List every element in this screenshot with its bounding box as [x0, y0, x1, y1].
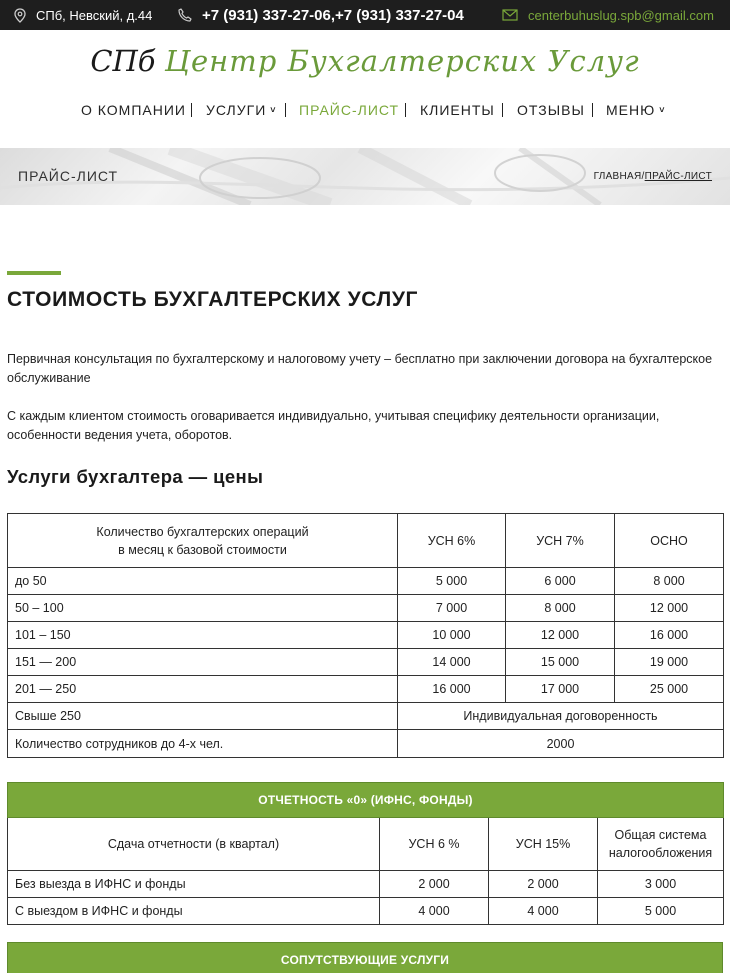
nav-label: ОТЗЫВЫ — [517, 102, 585, 118]
email-link[interactable]: centerbuhuslug.spb@gmail.com — [528, 7, 714, 23]
table-cell: 16 000 — [398, 676, 506, 703]
breadcrumb-home[interactable]: ГЛАВНАЯ — [593, 171, 642, 182]
table-row — [8, 568, 724, 595]
table-row — [8, 898, 724, 925]
table-row — [8, 649, 724, 676]
zero-reporting-table — [7, 782, 724, 925]
table-cell: 16 000 — [615, 622, 724, 649]
main-nav — [0, 100, 730, 120]
nav-item-about[interactable] — [81, 100, 186, 120]
page-title: ПРАЙС-ЛИСТ — [18, 168, 119, 184]
table-cell: 15 000 — [506, 649, 615, 676]
table-cell: до 50 — [8, 568, 398, 595]
table-header-cell: УСН 6% — [398, 514, 506, 568]
top-bar — [0, 0, 730, 30]
breadcrumb — [594, 171, 712, 182]
nav-label: МЕНЮ — [606, 102, 656, 118]
table-cell: 50 – 100 — [8, 595, 398, 622]
table-cell: 4 000 — [380, 898, 489, 925]
table-header-cell: ОСНО — [615, 514, 724, 568]
table-header-row — [8, 818, 724, 871]
nav-item-price-list[interactable] — [299, 100, 399, 120]
table-cell: 12 000 — [506, 622, 615, 649]
table-header-cell — [598, 818, 724, 871]
header-line: налогообложения — [608, 846, 713, 860]
table-cell: 14 000 — [398, 649, 506, 676]
table-row — [8, 676, 724, 703]
table-row — [8, 595, 724, 622]
table-cell: С выездом в ИФНС и фонды — [8, 898, 380, 925]
table-cell: Индивидуальная договоренность — [398, 703, 724, 730]
related-services-table-title: СОПУТСТВУЮЩИЕ УСЛУГИ — [7, 942, 723, 973]
nav-item-services[interactable] — [206, 100, 277, 120]
nav-separator — [191, 103, 192, 117]
table-cell: 8 000 — [506, 595, 615, 622]
nav-separator — [502, 103, 503, 117]
section-heading: СТОИМОСТЬ БУХГАЛТЕРСКИХ УСЛУГ — [7, 288, 419, 311]
table-header-row — [8, 514, 724, 568]
table-header-cell: УСН 15% — [489, 818, 598, 871]
intro-paragraph-1: Первичная консультация по бухгалтерскому и налоговому учету – бесплатно при заключении договора на бухгалтерское обслуживание — [7, 352, 713, 385]
site-logo[interactable] — [0, 44, 730, 78]
header-line: в месяц к базовой стоимости — [118, 542, 287, 557]
table-cell: 5 000 — [398, 568, 506, 595]
nav-label: ПРАЙС-ЛИСТ — [299, 102, 400, 118]
table-cell: 101 – 150 — [8, 622, 398, 649]
subheading: Услуги бухгалтера — цены — [7, 466, 264, 487]
breadcrumb-current[interactable]: ПРАЙС-ЛИСТ — [644, 171, 712, 182]
nav-item-menu[interactable] — [606, 100, 666, 120]
table-cell: 17 000 — [506, 676, 615, 703]
prices-table — [7, 513, 724, 758]
logo-name: Центр Бухгалтерских Услуг — [164, 44, 640, 78]
table-cell: 4 000 — [489, 898, 598, 925]
table-cell: 151 — 200 — [8, 649, 398, 676]
table-row — [8, 871, 724, 898]
table-cell: 8 000 — [615, 568, 724, 595]
map-pin-icon — [14, 8, 26, 23]
logo-prefix: СПб — [90, 44, 156, 78]
nav-label: КЛИЕНТЫ — [420, 102, 495, 118]
table-cell: 5 000 — [598, 898, 724, 925]
nav-separator — [405, 103, 406, 117]
table-cell: 12 000 — [615, 595, 724, 622]
address-text: СПб, Невский, д.44 — [36, 7, 153, 23]
table-cell: 25 000 — [615, 676, 724, 703]
breadcrumb-separator: / — [641, 171, 645, 182]
table-cell: 2000 — [398, 730, 724, 758]
table-header-cell: УСН 6 % — [380, 818, 489, 871]
table-cell: 2 000 — [489, 871, 598, 898]
mail-icon — [502, 9, 518, 21]
nav-label: О КОМПАНИИ — [81, 102, 186, 118]
table-row — [8, 730, 724, 758]
header-line: Общая система — [614, 828, 707, 842]
nav-separator — [285, 103, 286, 117]
table-cell: 2 000 — [380, 871, 489, 898]
heading-accent-line — [7, 271, 61, 275]
table-cell: Без выезда в ИФНС и фонды — [8, 871, 380, 898]
nav-separator — [592, 103, 593, 117]
table-cell: 10 000 — [398, 622, 506, 649]
page-banner — [0, 148, 730, 205]
intro-paragraph-2: С каждым клиентом стоимость оговаривается индивидуально, учитывая специфику деятельности организации, особенности ведения учета, оборотов. — [7, 409, 660, 442]
table-header-cell: УСН 7% — [506, 514, 615, 568]
table-cell: Свыше 250 — [8, 703, 398, 730]
table-title: ОТЧЕТНОСТЬ «0» (ИФНС, ФОНДЫ) — [8, 783, 724, 818]
table-cell: 19 000 — [615, 649, 724, 676]
table-cell: 201 — 250 — [8, 676, 398, 703]
table-header-cell: Сдача отчетности (в квартал) — [8, 818, 380, 871]
table-cell: 7 000 — [398, 595, 506, 622]
header-line: Количество бухгалтерских операций — [96, 524, 309, 539]
phone-icon — [178, 8, 192, 22]
chevron-down-icon: ˅ — [270, 105, 277, 115]
nav-item-clients[interactable] — [420, 100, 495, 120]
table-header-cell — [8, 514, 398, 568]
table-row — [8, 622, 724, 649]
phone-numbers[interactable]: +7 (931) 337-27-06,+7 (931) 337-27-04 — [202, 6, 464, 24]
table-cell: Количество сотрудников до 4-х чел. — [8, 730, 398, 758]
chevron-down-icon: ˅ — [659, 105, 666, 115]
email[interactable] — [502, 0, 714, 30]
nav-label: УСЛУГИ — [206, 102, 267, 118]
address — [14, 0, 152, 30]
nav-item-reviews[interactable] — [517, 100, 585, 120]
table-title-row — [8, 783, 724, 818]
phone[interactable] — [178, 0, 464, 30]
table-cell: 3 000 — [598, 871, 724, 898]
table-cell: 6 000 — [506, 568, 615, 595]
table-row — [8, 703, 724, 730]
